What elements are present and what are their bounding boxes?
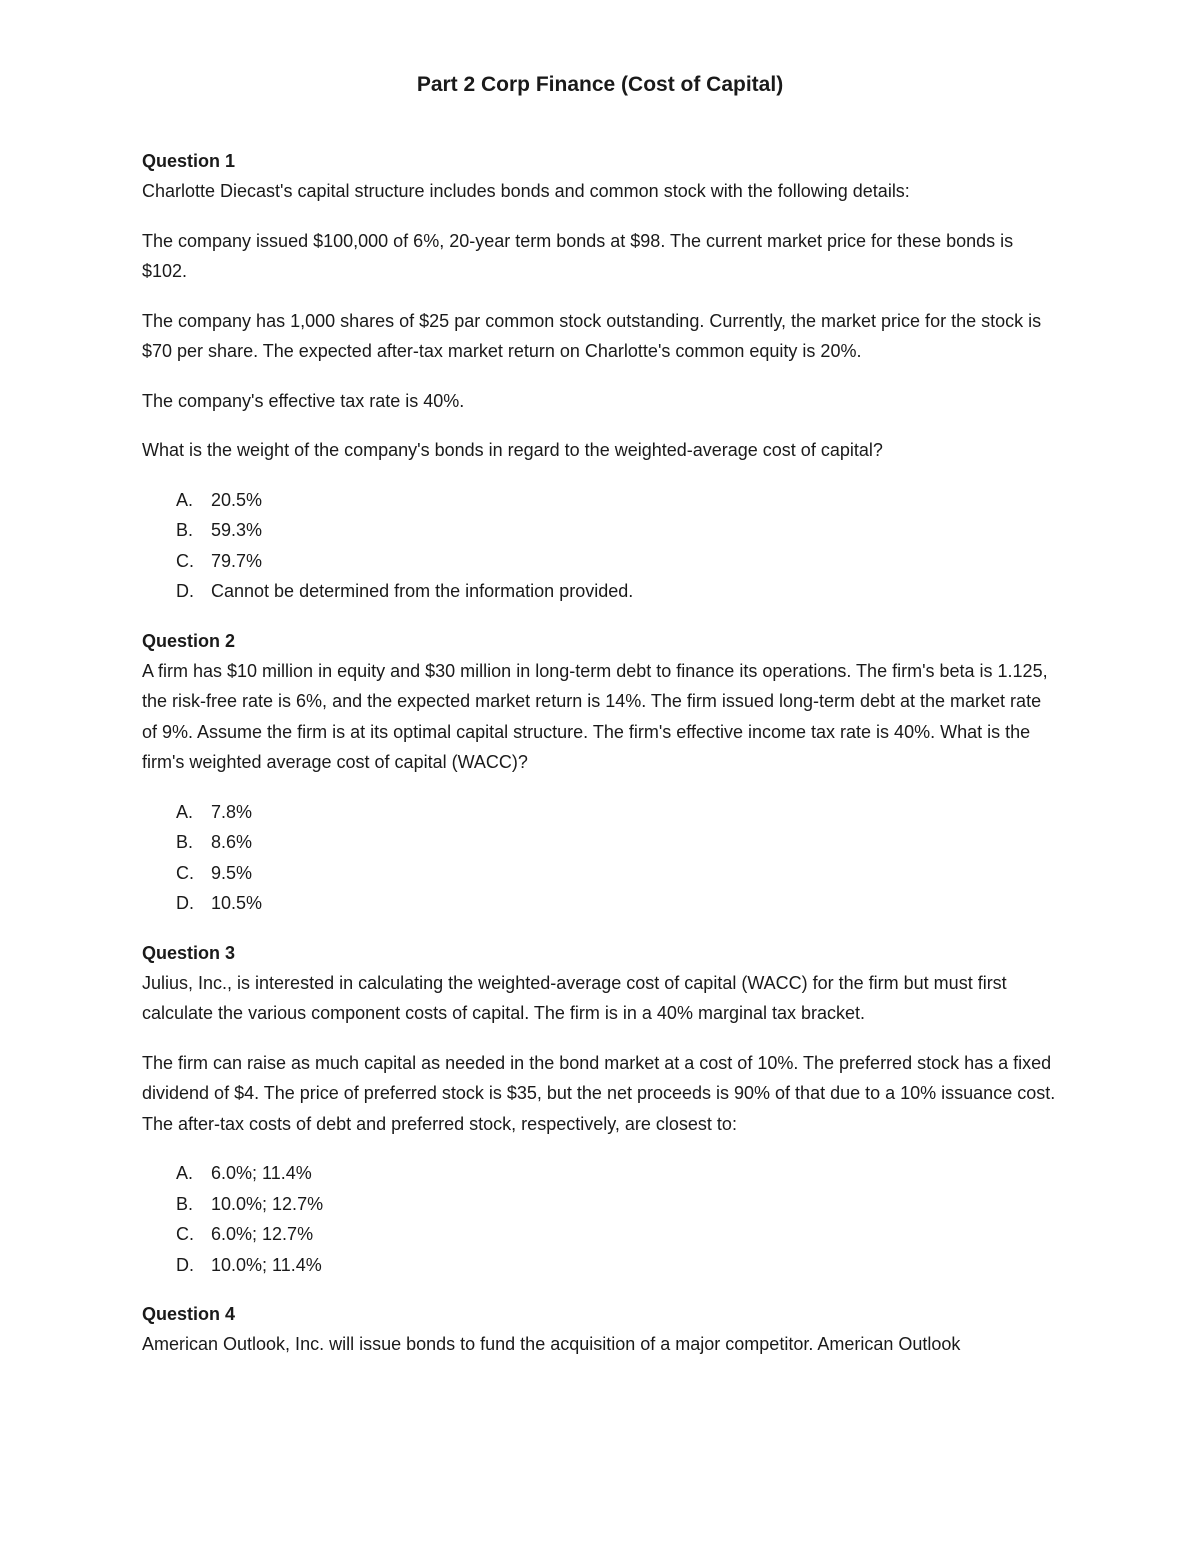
option-text: 9.5% — [211, 862, 253, 883]
option-letter: B. — [176, 520, 194, 540]
question-paragraph: The firm can raise as much capital as needed in the bond market at a cost of 10%. The preferred stock has a fixed dividend of $4. The price of preferred stock is $35, but the net proceeds is 90% of that due to a 10% issuance cost. The after-tax costs of debt and preferred stock, respectively, are closest to: — [142, 1052, 1056, 1134]
answer-option-d — [142, 888, 1058, 919]
question-prompt: What is the weight of the company's bonds in regard to the weighted-average cost of capital? — [142, 440, 883, 460]
answer-option-a — [142, 797, 1058, 828]
option-text: Cannot be determined from the information provided. — [211, 581, 634, 601]
option-text: 10.5% — [211, 893, 263, 913]
answer-option-d — [142, 1250, 1058, 1281]
option-text: 6.0%; 12.7% — [211, 1224, 314, 1244]
answer-option-c — [142, 546, 1058, 577]
option-letter: C. — [176, 1224, 194, 1244]
option-text: 7.8% — [211, 801, 253, 822]
question-paragraph: The company has 1,000 shares of $25 par common stock outstanding. Currently, the market price for the stock is $70 per share. The expected after-tax market return on Charlotte's common equity is 20%. — [142, 310, 1042, 361]
question-paragraph: A firm has $10 million in equity and $30 million in long-term debt to finance its operations. The firm's beta is 1.125, the risk-free rate is 6%, and the expected market return is 14%. The firm issued long-term debt at the market rate of 9%. Assume the firm is at its optimal capital structure. The firm's effective income tax rate is 40%. What is the firm's weighted average cost of capital (WACC)? — [142, 660, 1048, 772]
option-letter: C. — [176, 862, 194, 883]
question-2 — [142, 626, 1058, 919]
answer-option-c — [142, 1219, 1058, 1250]
answer-option-b — [142, 827, 1058, 858]
question-heading: Question 1 — [142, 151, 236, 171]
question-paragraph: American Outlook, Inc. will issue bonds to fund the acquisition of a major competitor. American Outlook — [142, 1334, 961, 1354]
option-letter: B. — [176, 832, 194, 852]
answer-option-a — [142, 1158, 1058, 1189]
option-letter: A. — [176, 489, 194, 510]
option-text: 6.0%; 11.4% — [211, 1163, 312, 1183]
question-1 — [142, 146, 1058, 607]
answer-options — [142, 797, 1058, 919]
question-paragraph: Julius, Inc., is interested in calculating the weighted-average cost of capital (WACC) for the firm but must first calculate the various component costs of capital. The firm is in a 40% marginal tax bracket. — [142, 972, 1007, 1023]
answer-option-d — [142, 576, 1058, 607]
answer-option-a — [142, 485, 1058, 516]
option-text: 10.0%; 11.4% — [211, 1254, 322, 1275]
answer-option-c — [142, 858, 1058, 889]
question-heading: Question 3 — [142, 942, 236, 963]
question-heading: Question 4 — [142, 1304, 236, 1324]
question-heading: Question 2 — [142, 630, 236, 651]
option-text: 10.0%; 12.7% — [211, 1193, 324, 1214]
document-title: Part 2 Corp Finance (Cost of Capital) — [416, 73, 784, 96]
option-letter: B. — [176, 1193, 194, 1214]
option-letter: A. — [176, 801, 194, 822]
answer-option-b — [142, 1189, 1058, 1220]
option-letter: D. — [176, 1254, 194, 1275]
option-text: 79.7% — [211, 550, 263, 571]
option-letter: D. — [176, 581, 194, 601]
answer-options — [142, 485, 1058, 607]
question-paragraph: The company issued $100,000 of 6%, 20-year term bonds at $98. The current market price for these bonds is $102. — [142, 230, 1014, 281]
document-page — [142, 70, 1058, 1379]
question-paragraph: The company's effective tax rate is 40%. — [142, 390, 465, 411]
question-paragraph: Charlotte Diecast's capital structure includes bonds and common stock with the following details: — [142, 181, 910, 201]
option-letter: A. — [176, 1163, 194, 1183]
option-letter: C. — [176, 550, 194, 571]
option-text: 8.6% — [211, 832, 253, 852]
answer-option-b — [142, 515, 1058, 546]
question-3 — [142, 938, 1058, 1281]
question-4 — [142, 1299, 1058, 1360]
option-text: 20.5% — [211, 489, 263, 510]
option-text: 59.3% — [211, 520, 263, 540]
answer-options — [142, 1158, 1058, 1280]
option-letter: D. — [176, 893, 194, 913]
